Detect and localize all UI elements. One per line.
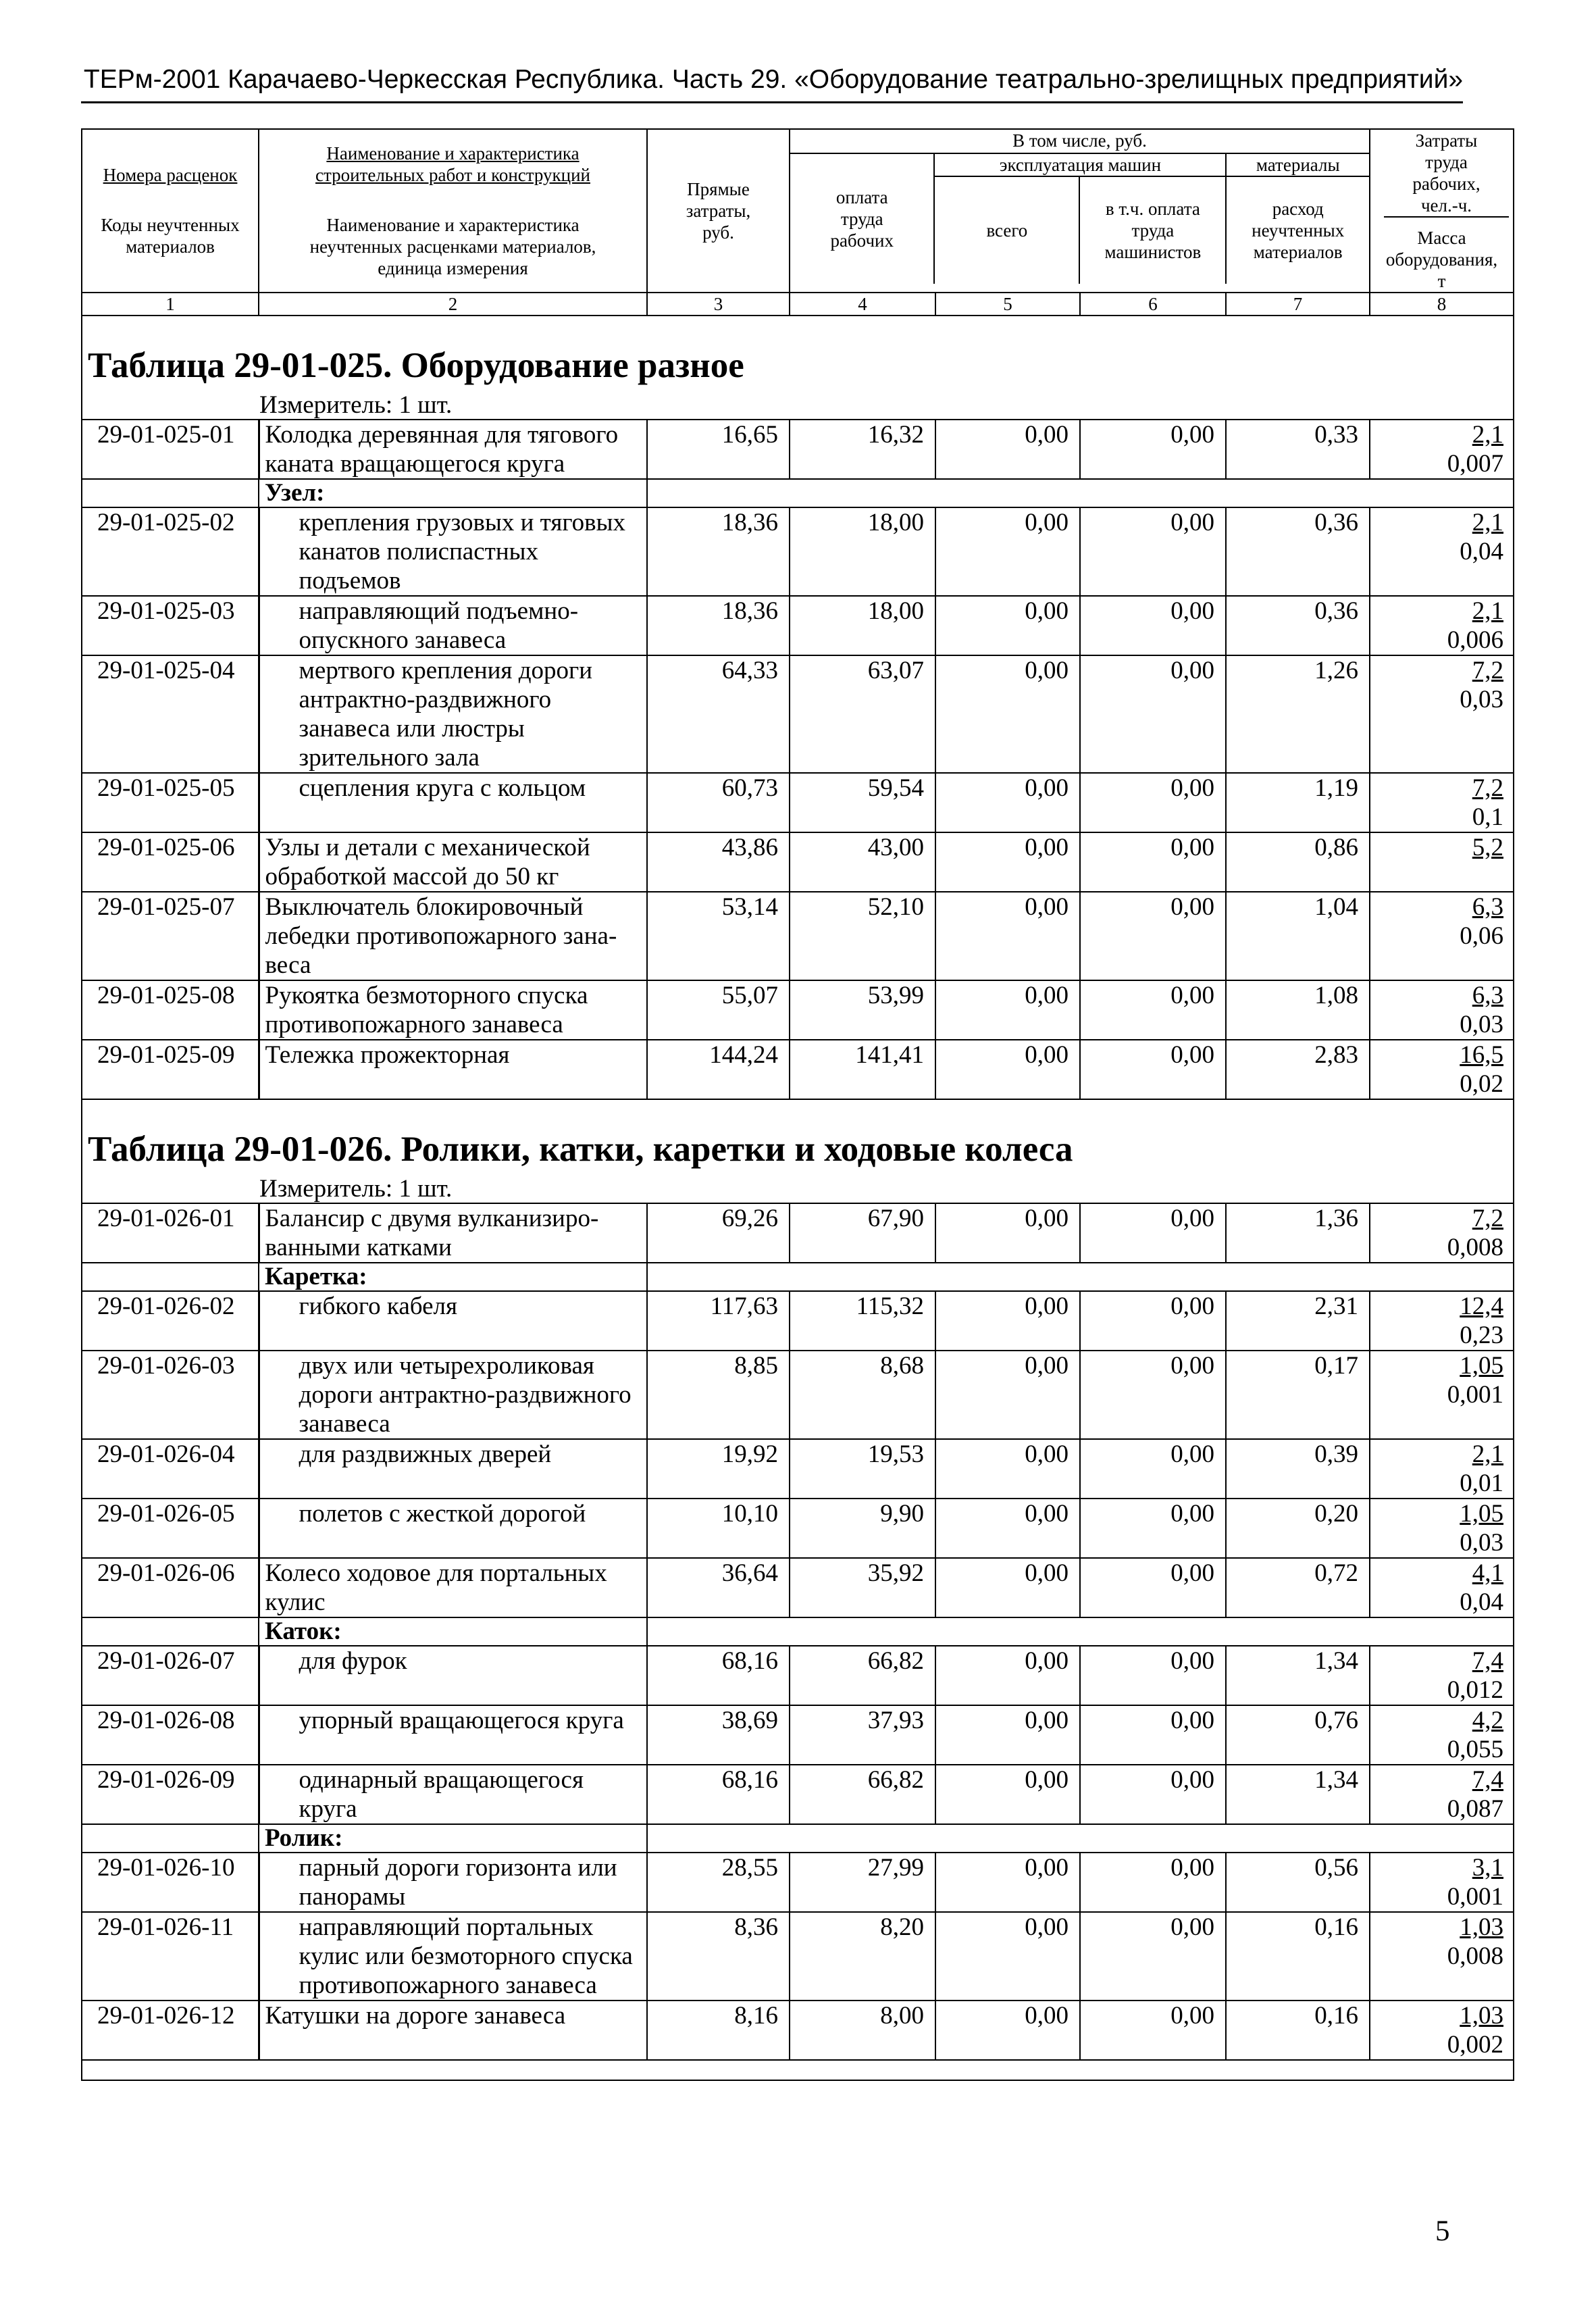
rate-value-v5: 0,00 (935, 1646, 1080, 1705)
rate-code: 29-01-026-12 (82, 2001, 259, 2060)
rate-value-v7: 2,83 (1226, 1040, 1370, 1099)
group-label: Узел: (259, 479, 647, 507)
col-number: 4 (790, 293, 935, 316)
rate-value-v7: 0,76 (1226, 1705, 1370, 1765)
labor-mass-cell (1370, 892, 1514, 980)
exploit-label: эксплуатация машин (935, 154, 1225, 177)
rate-code: 29-01-025-02 (82, 507, 259, 596)
group-row (82, 479, 1514, 507)
labor-value: 2,1 (1472, 509, 1503, 536)
rate-value-v3: 68,16 (647, 1646, 790, 1705)
labor-mass-cell (1370, 1203, 1514, 1263)
labor-mass-cell (1370, 507, 1514, 596)
mass-value: 0,012 (1447, 1676, 1503, 1704)
rate-value-v5: 0,00 (935, 1912, 1080, 2001)
labor-value: 1,05 (1460, 1500, 1503, 1528)
rate-row (82, 507, 1514, 596)
rate-value-v7: 0,39 (1226, 1439, 1370, 1499)
labor-mass-cell (1370, 1853, 1514, 1912)
rate-row (82, 596, 1514, 655)
rate-value-v5: 0,00 (935, 892, 1080, 980)
mass-value: 0,001 (1447, 1381, 1503, 1409)
col7-header: расход неучтенных материалов (1252, 199, 1345, 262)
rate-value-v7: 1,36 (1226, 1203, 1370, 1263)
rate-value-v5: 0,00 (935, 832, 1080, 892)
mass-value: 0,1 (1472, 803, 1503, 831)
mass-value: 0,23 (1460, 1322, 1503, 1349)
rate-value-v4: 141,41 (790, 1040, 935, 1099)
rate-value-v7: 1,34 (1226, 1646, 1370, 1705)
rate-value-v7: 0,17 (1226, 1351, 1370, 1439)
labor-mass-cell (1370, 596, 1514, 655)
table-bottom (82, 2060, 1514, 2080)
rate-name: Катушки на дороге занавеса (259, 2001, 647, 2060)
rate-value-v6: 0,00 (1080, 507, 1226, 596)
labor-mass-cell (1370, 1439, 1514, 1499)
rate-value-v6: 0,00 (1080, 1499, 1226, 1558)
measure-row (82, 1176, 1514, 1203)
rate-value-v5: 0,00 (935, 1439, 1080, 1499)
rate-name: Рукоятка безмоторного спуска противопожарного занавеса (259, 980, 647, 1040)
rate-row (82, 655, 1514, 773)
rate-value-v7: 1,08 (1226, 980, 1370, 1040)
rate-code: 29-01-026-02 (82, 1291, 259, 1351)
rate-value-v3: 38,69 (647, 1705, 790, 1765)
rate-row (82, 1351, 1514, 1439)
rate-value-v6: 0,00 (1080, 1705, 1226, 1765)
col-number: 1 (82, 293, 259, 316)
mass-value: 0,04 (1460, 538, 1503, 565)
rate-value-v5: 0,00 (935, 1765, 1080, 1824)
mass-value: 0,03 (1460, 686, 1503, 713)
rate-value-v6: 0,00 (1080, 1646, 1226, 1705)
col-number: 5 (935, 293, 1080, 316)
section-title-row (82, 1099, 1514, 1176)
rate-value-v3: 19,92 (647, 1439, 790, 1499)
rate-row (82, 892, 1514, 980)
labor-mass-cell (1370, 2001, 1514, 2060)
col2-top: Наименование и характеристика строительных работ и конструкций (315, 143, 590, 185)
rate-name: для раздвижных дверей (259, 1439, 647, 1499)
rate-value-v3: 144,24 (647, 1040, 790, 1099)
rate-value-v4: 43,00 (790, 832, 935, 892)
rate-value-v3: 55,07 (647, 980, 790, 1040)
rate-value-v7: 0,56 (1226, 1853, 1370, 1912)
mass-value: 0,006 (1447, 626, 1503, 654)
rate-value-v4: 67,90 (790, 1203, 935, 1263)
rate-name: Узлы и детали с механической обработкой массой до 50 кг (259, 832, 647, 892)
labor-mass-cell (1370, 655, 1514, 773)
rate-value-v7: 1,26 (1226, 655, 1370, 773)
rate-code: 29-01-025-04 (82, 655, 259, 773)
rate-code: 29-01-026-03 (82, 1351, 259, 1439)
col4-label: оплата труда рабочих (830, 187, 894, 251)
rate-value-v6: 0,00 (1080, 2001, 1226, 2060)
rate-value-v5: 0,00 (935, 1558, 1080, 1617)
group-row (82, 1617, 1514, 1646)
labor-value: 1,03 (1460, 1913, 1503, 1941)
rate-value-v4: 35,92 (790, 1558, 935, 1617)
labor-mass-cell (1370, 773, 1514, 832)
mass-value: 0,04 (1460, 1588, 1503, 1616)
labor-mass-cell (1370, 1499, 1514, 1558)
title-rule (81, 101, 1463, 103)
rate-row (82, 1203, 1514, 1263)
labor-value: 12,4 (1460, 1292, 1503, 1320)
rate-value-v7: 0,20 (1226, 1499, 1370, 1558)
rate-row (82, 1765, 1514, 1824)
rate-value-v7: 1,04 (1226, 892, 1370, 980)
rate-row (82, 1705, 1514, 1765)
labor-value: 7,2 (1472, 774, 1503, 802)
labor-value: 4,1 (1472, 1559, 1503, 1587)
rate-code: 29-01-025-07 (82, 892, 259, 980)
rate-value-v3: 8,16 (647, 2001, 790, 2060)
col8-header (1370, 129, 1514, 293)
rate-code: 29-01-026-08 (82, 1705, 259, 1765)
mass-value: 0,007 (1447, 450, 1503, 478)
rate-value-v6: 0,00 (1080, 420, 1226, 479)
rate-code: 29-01-025-03 (82, 596, 259, 655)
labor-mass-cell (1370, 1765, 1514, 1824)
rate-name: Колесо ходовое для портальных кулис (259, 1558, 647, 1617)
labor-mass-cell (1370, 1558, 1514, 1617)
rate-value-v6: 0,00 (1080, 1765, 1226, 1824)
col3-header: Прямые затраты, руб. (647, 129, 790, 293)
col-number: 6 (1080, 293, 1226, 316)
measure-row (82, 392, 1514, 420)
rate-value-v3: 36,64 (647, 1558, 790, 1617)
rate-code: 29-01-026-07 (82, 1646, 259, 1705)
rate-value-v7: 0,36 (1226, 507, 1370, 596)
rate-code: 29-01-025-09 (82, 1040, 259, 1099)
group-label: Каток: (259, 1617, 647, 1646)
rate-name: мертвого крепления дороги антрактно-раздвижного занавеса или люстры зрительного зала (259, 655, 647, 773)
mass-value: 0,02 (1460, 1070, 1503, 1098)
labor-value: 16,5 (1460, 1041, 1503, 1069)
group-label: Каретка: (259, 1263, 647, 1291)
rate-row (82, 1558, 1514, 1617)
rate-value-v7: 1,34 (1226, 1765, 1370, 1824)
rate-code: 29-01-026-06 (82, 1558, 259, 1617)
incl-label: В том числе, руб. (790, 130, 1369, 154)
labor-value: 2,1 (1472, 597, 1503, 625)
mass-value: 0,03 (1460, 1529, 1503, 1557)
rate-value-v3: 16,65 (647, 420, 790, 479)
rate-code: 29-01-025-01 (82, 420, 259, 479)
labor-mass-cell (1370, 1705, 1514, 1765)
labor-value: 2,1 (1472, 421, 1503, 449)
rate-row (82, 420, 1514, 479)
rate-row (82, 1040, 1514, 1099)
rate-value-v5: 0,00 (935, 1040, 1080, 1099)
rate-code: 29-01-026-11 (82, 1912, 259, 2001)
mass-value: 0,001 (1447, 1883, 1503, 1911)
rate-value-v6: 0,00 (1080, 892, 1226, 980)
rate-code: 29-01-026-01 (82, 1203, 259, 1263)
rate-value-v3: 53,14 (647, 892, 790, 980)
rate-value-v3: 69,26 (647, 1203, 790, 1263)
rate-value-v6: 0,00 (1080, 1439, 1226, 1499)
rate-value-v5: 0,00 (935, 655, 1080, 773)
rate-value-v6: 0,00 (1080, 773, 1226, 832)
rate-row (82, 1439, 1514, 1499)
col8-top: Затраты труда рабочих, чел.-ч. (1384, 130, 1509, 218)
rate-value-v5: 0,00 (935, 980, 1080, 1040)
section-title: Таблица 29-01-025. Оборудование разное (82, 316, 1514, 392)
col1-header (82, 129, 259, 293)
rate-value-v7: 0,86 (1226, 832, 1370, 892)
rate-name: гибкого кабеля (259, 1291, 647, 1351)
rate-code: 29-01-025-05 (82, 773, 259, 832)
rate-value-v3: 60,73 (647, 773, 790, 832)
rate-value-v5: 0,00 (935, 773, 1080, 832)
labor-mass-cell (1370, 832, 1514, 892)
rate-row (82, 1912, 1514, 2001)
labor-value: 2,1 (1472, 1440, 1503, 1468)
rate-value-v4: 19,53 (790, 1439, 935, 1499)
rate-value-v4: 63,07 (790, 655, 935, 773)
rate-value-v5: 0,00 (935, 2001, 1080, 2060)
rate-value-v4: 37,93 (790, 1705, 935, 1765)
rate-value-v6: 0,00 (1080, 832, 1226, 892)
labor-mass-cell (1370, 1912, 1514, 2001)
rate-value-v6: 0,00 (1080, 1853, 1226, 1912)
labor-value: 1,05 (1460, 1352, 1503, 1380)
rate-name: полетов с жесткой дорогой (259, 1499, 647, 1558)
rate-value-v7: 0,16 (1226, 2001, 1370, 2060)
rate-name: двух или четырехроликовая дороги антрактно-раздвижного занавеса (259, 1351, 647, 1439)
rate-code: 29-01-025-06 (82, 832, 259, 892)
labor-value: 7,4 (1472, 1766, 1503, 1794)
rate-value-v6: 0,00 (1080, 1203, 1226, 1263)
rate-value-v4: 66,82 (790, 1765, 935, 1824)
rate-value-v7: 0,72 (1226, 1558, 1370, 1617)
rate-value-v5: 0,00 (935, 1499, 1080, 1558)
rate-row (82, 980, 1514, 1040)
mass-value: 0,008 (1447, 1942, 1503, 1970)
rate-row (82, 832, 1514, 892)
labor-mass-cell (1370, 980, 1514, 1040)
col-number: 8 (1370, 293, 1514, 316)
rate-value-v6: 0,00 (1080, 596, 1226, 655)
rate-value-v5: 0,00 (935, 507, 1080, 596)
rate-name: направляющий подъемно-опускного занавеса (259, 596, 647, 655)
labor-mass-cell (1370, 1351, 1514, 1439)
rate-name: крепления грузовых и тяговых канатов полиспастных подъемов (259, 507, 647, 596)
rate-value-v6: 0,00 (1080, 1291, 1226, 1351)
rate-value-v3: 8,85 (647, 1351, 790, 1439)
measure-label: Измеритель: 1 шт. (82, 392, 1514, 420)
mass-value: 0,055 (1447, 1736, 1503, 1763)
page-number: 5 (1435, 2215, 1450, 2247)
rate-code: 29-01-026-04 (82, 1439, 259, 1499)
rate-value-v5: 0,00 (935, 1291, 1080, 1351)
rate-name: для фурок (259, 1646, 647, 1705)
group-row (82, 1824, 1514, 1853)
measure-label: Измеритель: 1 шт. (82, 1176, 1514, 1203)
mass-value: 0,087 (1447, 1795, 1503, 1823)
rate-name: упорный вращающегося круга (259, 1705, 647, 1765)
rate-value-v6: 0,00 (1080, 1351, 1226, 1439)
mass-value: 0,03 (1460, 1011, 1503, 1038)
col1-top: Номера расценок (103, 165, 238, 185)
col-number: 2 (259, 293, 647, 316)
rate-value-v7: 0,36 (1226, 596, 1370, 655)
rate-value-v3: 18,36 (647, 596, 790, 655)
column-numbers-row (82, 293, 1514, 316)
rate-value-v7: 0,16 (1226, 1912, 1370, 2001)
rate-value-v4: 9,90 (790, 1499, 935, 1558)
rate-value-v3: 10,10 (647, 1499, 790, 1558)
rate-value-v7: 0,33 (1226, 420, 1370, 479)
rate-row (82, 1646, 1514, 1705)
rate-value-v4: 59,54 (790, 773, 935, 832)
rate-value-v7: 1,19 (1226, 773, 1370, 832)
rate-value-v5: 0,00 (935, 1203, 1080, 1263)
labor-mass-cell (1370, 1646, 1514, 1705)
section-title: Таблица 29-01-026. Ролики, катки, каретки и ходовые колеса (82, 1099, 1514, 1176)
mass-value: 0,01 (1460, 1469, 1503, 1497)
col-number: 3 (647, 293, 790, 316)
labor-value: 7,4 (1472, 1647, 1503, 1675)
rate-value-v5: 0,00 (935, 1705, 1080, 1765)
rate-value-v4: 115,32 (790, 1291, 935, 1351)
rate-value-v4: 27,99 (790, 1853, 935, 1912)
rate-name: одинарный вращающегося круга (259, 1765, 647, 1824)
rate-value-v6: 0,00 (1080, 980, 1226, 1040)
rate-value-v5: 0,00 (935, 420, 1080, 479)
labor-value: 3,1 (1472, 1854, 1503, 1882)
labor-mass-cell (1370, 1291, 1514, 1351)
labor-value: 4,2 (1472, 1707, 1503, 1734)
rate-value-v4: 18,00 (790, 596, 935, 655)
rate-value-v6: 0,00 (1080, 655, 1226, 773)
rate-row (82, 773, 1514, 832)
rate-value-v4: 8,68 (790, 1351, 935, 1439)
labor-mass-cell (1370, 1040, 1514, 1099)
rate-value-v4: 52,10 (790, 892, 935, 980)
rate-row (82, 1853, 1514, 1912)
rate-value-v3: 28,55 (647, 1853, 790, 1912)
rate-code: 29-01-026-10 (82, 1853, 259, 1912)
col5-header: всего (935, 177, 1080, 284)
group-row (82, 1263, 1514, 1291)
labor-value: 1,03 (1460, 2002, 1503, 2030)
rate-code: 29-01-026-05 (82, 1499, 259, 1558)
rate-value-v4: 8,00 (790, 2001, 935, 2060)
rate-value-v4: 53,99 (790, 980, 935, 1040)
labor-mass-cell (1370, 420, 1514, 479)
mass-value: 0,008 (1447, 1234, 1503, 1261)
col8-bottom: Масса оборудования, т (1385, 228, 1498, 291)
incl-header (790, 129, 1370, 293)
rate-value-v5: 0,00 (935, 1351, 1080, 1439)
mass-value: 0,002 (1447, 2031, 1503, 2059)
labor-value: 5,2 (1472, 834, 1503, 861)
col-number: 7 (1226, 293, 1370, 316)
col6-header: в т.ч. оплата труда машинистов (1104, 199, 1202, 262)
rate-row (82, 1291, 1514, 1351)
rate-name: направляющий портальных кулис или безмоторного спуска противопожарного занавеса (259, 1912, 647, 2001)
rate-value-v4: 8,20 (790, 1912, 935, 2001)
rate-value-v3: 43,86 (647, 832, 790, 892)
rate-value-v7: 2,31 (1226, 1291, 1370, 1351)
labor-value: 6,3 (1472, 893, 1503, 921)
rate-name: Выключатель блокировочный лебедки противопожарного зана-веса (259, 892, 647, 980)
col1-bottom: Коды неучтенных материалов (101, 215, 240, 257)
mass-value: 0,06 (1460, 922, 1503, 950)
rate-value-v4: 66,82 (790, 1646, 935, 1705)
rate-value-v6: 0,00 (1080, 1912, 1226, 2001)
rate-value-v3: 117,63 (647, 1291, 790, 1351)
rate-name: Тележка прожекторная (259, 1040, 647, 1099)
col4-header (790, 154, 935, 284)
rate-code: 29-01-026-09 (82, 1765, 259, 1824)
group-label: Ролик: (259, 1824, 647, 1853)
rate-value-v6: 0,00 (1080, 1558, 1226, 1617)
labor-value: 6,3 (1472, 982, 1503, 1009)
rate-name: сцепления круга с кольцом (259, 773, 647, 832)
page-title: ТЕРм-2001 Карачаево-Черкесская Республика. Часть 29. «Оборудование театрально-зрелищных предприятий» (83, 65, 1464, 94)
rate-value-v5: 0,00 (935, 596, 1080, 655)
rates-table (81, 128, 1514, 2081)
materials-label: материалы (1227, 154, 1369, 177)
rate-name: Колодка деревянная для тягового каната вращающегося круга (259, 420, 647, 479)
rate-name: парный дороги горизонта или панорамы (259, 1853, 647, 1912)
rate-value-v3: 64,33 (647, 655, 790, 773)
rate-value-v5: 0,00 (935, 1853, 1080, 1912)
rate-row (82, 2001, 1514, 2060)
labor-value: 7,2 (1472, 657, 1503, 684)
rate-value-v4: 16,32 (790, 420, 935, 479)
section-title-row (82, 316, 1514, 392)
labor-value: 7,2 (1472, 1205, 1503, 1232)
rate-value-v6: 0,00 (1080, 1040, 1226, 1099)
rate-row (82, 1499, 1514, 1558)
rate-name: Балансир с двумя вулканизиро-ванными катками (259, 1203, 647, 1263)
rate-code: 29-01-025-08 (82, 980, 259, 1040)
rate-value-v3: 68,16 (647, 1765, 790, 1824)
rate-value-v4: 18,00 (790, 507, 935, 596)
rate-value-v3: 8,36 (647, 1912, 790, 2001)
col2-bottom: Наименование и характеристика неучтенных расценками материалов, единица измерения (309, 215, 596, 278)
rate-value-v3: 18,36 (647, 507, 790, 596)
col2-header (259, 129, 647, 293)
